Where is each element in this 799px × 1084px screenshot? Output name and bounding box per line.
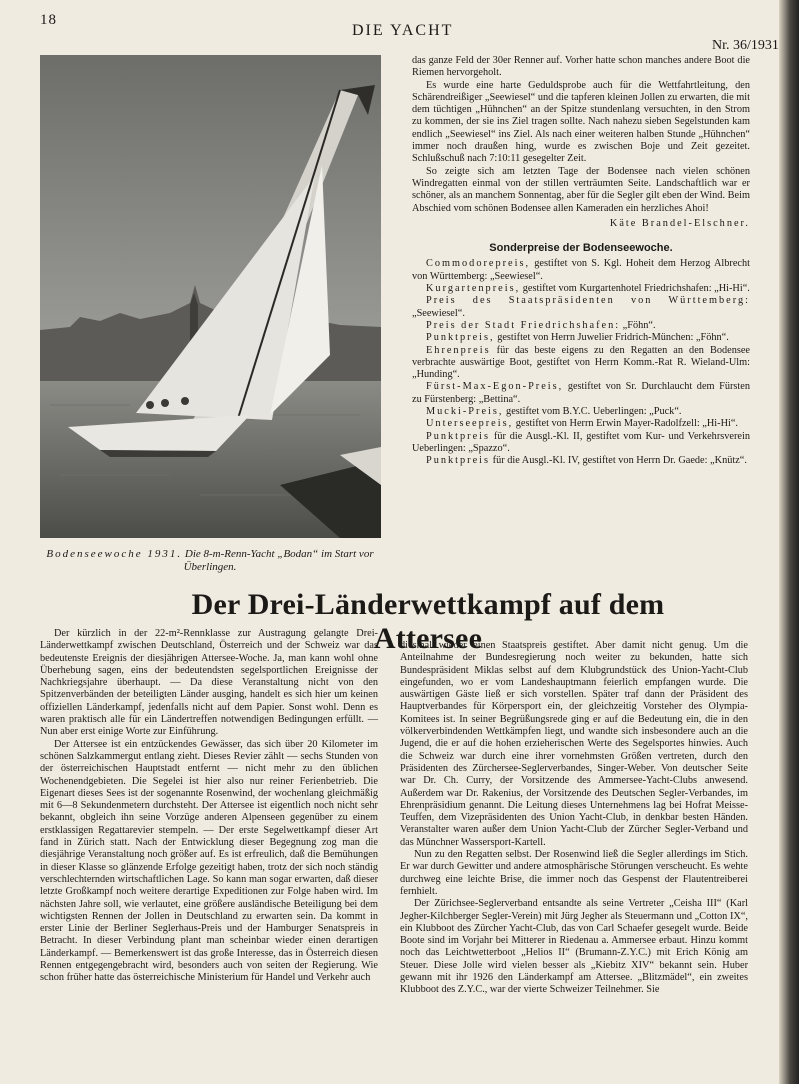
prize-text: gestiftet vom B.Y.C. Ueberlingen: „Puck“. [503,406,682,418]
journal-title: DIE YACHT [352,22,454,39]
prize-text: gestiftet von Herrn Juwelier Fridrich-München: „Föhn“. [494,332,729,344]
report-author: Käte Brandel-Elschner. [609,217,750,229]
prize-item [412,332,750,344]
article-paragraph: diesmal wieder einen Staatspreis gestiftet. Aber damit nicht genug. Um die Anteilnahme der Bundesregierung noch weiter zu bekunden, hatte sich Bundespräsident Miklas selbst auf dem Klubgrundstück des Union-Yacht-Club eingefunden, wo er vom Landeshauptmann feierlich empfangen wurde. Die auswärtigen Gäste ließ er sich vorstellen. Später traf dann der Präsident des Hauptverbandes für Körpersport ein, der gleichzeitig Vorsteher des Olympia-Komitees ist. In seiner Begrüßungsrede ging er auf die Bedeutung ein, die in den völkerverbindenden Wettkämpfen liegt, und wandte sich insbesondere auch an die Jugend, die er auf die hohen erzieherischen Werte des Segelsportes hinwies. Auch die Schweiz war durch eine ihrer vornehmsten Größen vertreten, durch den Präsidenten des Zürchersee-Seglerverbandes, Singer-Weber. Von deutscher Seite war Dr. Ch. Curry, der Vorsitzende des Ammersee-Yacht-Clubs anwesend. Außerdem war Dr. Rakenius, der Vorsitzende des Deutschen Segler-Verbandes, im Ehrenpräsidium genannt. Die Leitung dieses Unternehmens lag bei Hofrat Meisse-Teuffen, dem Vizepräsidenten des Union Yacht-Club, in denkbar besten Händen. Veranstalter waren außer dem Union Yacht-Club der Zürcher Segler-Verband und das Münchner Wassersport-Kartell. [400,640,748,848]
prize-text: gestiftet von Herrn Erwin Mayer-Radolfzell: „Hi-Hi“. [513,418,739,430]
prize-text: für die Ausgl.-Kl. IV, gestiftet von Herrn Dr. Gaede: „Knütz“. [490,455,747,467]
crew-member [181,397,189,405]
yacht-photo [40,55,381,538]
article-paragraph: Der Zürichsee-Seglerverband entsandte als seine Vertreter „Ceisha III“ (Karl Jegher-Kilchberger Segler-Verein) mit Jürg Jegher als Steuermann und „Cotton IX“, ein Klubboot des Zürcher Yacht-Club, das von Carl Schaefer gesegelt wurde. Beide Boote sind im Vorjahr bei Mitterer in Riedenau a. Ammersee erbaut. Hinzu kommt noch das Leichtwetterboot „Helios II“ (Brumann-Z.Y.C.) mit Erich König am Steuer. Diese Jolle wird vielen besser als „Kiebitz XIV“ bekannt sein. Huber gewann mit ihr 1926 den Länderkampf am Attersee. „Blitzmädel“, ein zweites Klubboot des Z.Y.C., war der vierte Schweizer Teilnehmer. Sie [400,898,748,996]
prize-name: Preis des Staatspräsidenten von Württemberg: [426,295,750,307]
prize-text: „Seewiesel“. [412,307,465,319]
prize-item [412,258,750,283]
photo-caption-lead: Bodenseewoche 1931. [46,548,183,560]
crew-member [146,401,154,409]
prize-text: gestiftet von S. Kgl. Hoheit dem Herzog Albrecht von Württemberg: „Seewiesel“. [412,258,750,282]
article-right-column [400,640,748,997]
prize-name: Unterseepreis, [426,418,514,430]
report-paragraph: So zeigte sich am letzten Tage der Bodensee nach vielen schönen Windregatten einmal von der stillen verträumten Seite. Landschaftlich war er schöner, als an manchem Sonnentag, aber für die Segler gilt eben der Wind. Beim Abschied vom schönen Bodensee allen Kameraden ein herzliches Ahoi! [412,165,750,214]
prize-item [412,283,750,295]
issue-number: Nr. 36/1931 [712,38,779,53]
report-paragraph: das ganze Feld der 30er Renner auf. Vorher hatte schon manches andere Boot die Riemen hervorgeholt. [412,55,750,79]
prize-item [412,345,750,382]
prize-name: Mucki-Preis, [426,406,504,418]
prize-name: Kurgartenpreis, [426,283,521,295]
prize-item [412,455,750,467]
yacht-photo-illustration [40,55,381,538]
article-title: Der Drei-Länderwettkampf auf dem Attersee [191,588,665,655]
prize-name: Punktpreis, [426,332,495,344]
prize-text: gestiftet vom Kurgartenhotel Friedrichshafen: „Hi-Hi“. [520,283,750,295]
prize-item [412,381,750,406]
article-paragraph: Nun zu den Regatten selbst. Der Rosenwind ließ die Segler allerdings im Stich. Er war durch Gewitter und andere atmosphärische Störungen verscheucht. Es wehte durchweg eine leichte Brise, die immer noch das Gespenst der Flautentreiberei fernhielt. [400,849,748,897]
prize-name: Ehrenpreis [426,344,491,356]
prize-text: „Föhn“. [620,319,656,331]
photo-caption [32,548,388,574]
prize-name: Commodorepreis, [426,258,531,270]
prize-item [412,406,750,418]
page-number: 18 [40,12,57,28]
prize-name: Punktpreis [426,430,491,442]
prize-name: Punktpreis [426,455,491,467]
prizes-heading: Sonderpreise der Bodenseewoche. [489,242,673,255]
report-paragraph: Es wurde eine harte Geduldsprobe auch für die Wettfahrtleitung, den Schärendreißiger „Seewiesel“ und die tapferen kleinen Jollen zu erwarten, die mit dem tüchtigen „Hühnchen“ an der Spitze stundenlang versuchten, in den Strom zu kommen, der sie ins Ziel tragen sollte. Nach nahezu sieben Segelstunden kam endlich „Seewiesel“ ins Ziel. Als nach einer weiteren halben Stunde „Hühnchen“ immer noch draußen hing, wurde es zwischen Boje und Zeit gezeitet. Schlußschuß nach 7:10:11 gesegelter Zeit. [412,79,750,165]
prize-list [412,258,750,467]
prize-item [412,431,750,456]
prize-text: für die Ausgl.-Kl. II, gestiftet vom Kur- und Verkehrsverein Ueberlingen: „Spazzo“. [412,430,750,454]
article-left-column [40,628,378,985]
prize-text: gestiftet von Sr. Durchlaucht dem Fürsten zu Fürstenberg: „Bettina“. [412,381,750,405]
hull-waterline [100,450,216,457]
photo-caption-text: Die 8-m-Renn-Yacht „Bodan“ im Start vor Überlingen. [183,548,374,573]
article-paragraph: Der Attersee ist ein entzückendes Gewässer, das sich über 20 Kilometer im schönen Salzkammergut entlang zieht. Dieses Revier zählt — sechs Stunden von der österreichischen Hauptstadt entfernt — nicht mehr zu den üblichen Wochenendgebieten. Die Segelei ist hier also nur reiner Ferienbetrieb. Die Eigenart dieses Sees ist der sogenannte Rosenwind, der wochenlang gleichmäßig mit 6—8 Sekundenmetern durchsteht. Der Attersee ist eigentlich noch nicht sehr bekannt, obgleich ihn seine Vorzüge anderen Alpenseen gegenüber zu einem erstklassigen Regattarevier stempeln. — Der erste Segelwettkampf dieser Art fand in Zürich statt. Nach der Entwicklung dieser Begegnung zog man die diesjährige Veranstaltung noch größer auf. Es ist erfreulich, daß die Bemühungen in dieser Klasse so glänzende Erfolge gezeitigt haben, trotz der sich noch ständig verschlechternden wirtschaftlichen Lage. So kann man sogar erwarten, daß dieser letzte Großkampf noch weitere derartige Expeditionen zur Folge haben wird. Im nächsten Jahre soll, wie verlautet, eine größere ausländische Beteiligung bei dem wichtigsten Rennen der Jollen in Deutschland zu erwarten sein. Da kommt in erster Linie der Berliner Seglerhaus-Preis und der Hamburger Senatspreis in Betracht. In dieser Verbindung plant man scheinbar wieder einen derartigen Länderkampf. — Bemerkenswert ist das große Interesse, das in Österreich diesen Rennen entgegengebracht wird, besonders auch von seiten der Regierung. Wie schon früher hatte das österreichische Ministerium für Handel und Verkehr auch [40,738,378,984]
prize-item [412,320,750,332]
crew-member [161,399,169,407]
prize-name: Fürst-Max-Egon-Preis, [426,381,564,393]
regatta-report-column [412,55,750,468]
prize-text: für das beste eigens zu den Regatten an den Bodensee verbrachte auswärtige Boot, gestiftet von Herrn Komm.-Rat R. Wieland-Ulm: „Hunding“. [412,344,750,381]
page-binding-shadow [779,0,799,1084]
prize-name: Preis der Stadt Friedrichshafen: [426,319,621,331]
article-paragraph: Der kürzlich in der 22-m²-Rennklasse zur Austragung gelangte Drei-Länderwettkampf zwischen Deutschland, Österreich und der Schweiz war das bedeutenste Ereignis der diesjährigen Attersee-Woche. Ja, man kann wohl ohne Überhebung sagen, eins der bedeutendsten segelsportlichen Ereignisse der Nachkriegsjahre überhaupt. — Da diese Veranstaltung nicht von den Spitzenverbänden der beteiligten Länder ausging, handelt es sich hier um keinen offiziellen Länderkampf, jedenfalls nicht auf dem Papier. Sonst wohl. Denn es waren praktisch alle für ein Ländertreffen notwendigen Bedingungen erfüllt. — Nun aber erst einige Worte zur Einführung. [40,628,378,738]
prize-item [412,295,750,320]
prize-item [412,418,750,430]
